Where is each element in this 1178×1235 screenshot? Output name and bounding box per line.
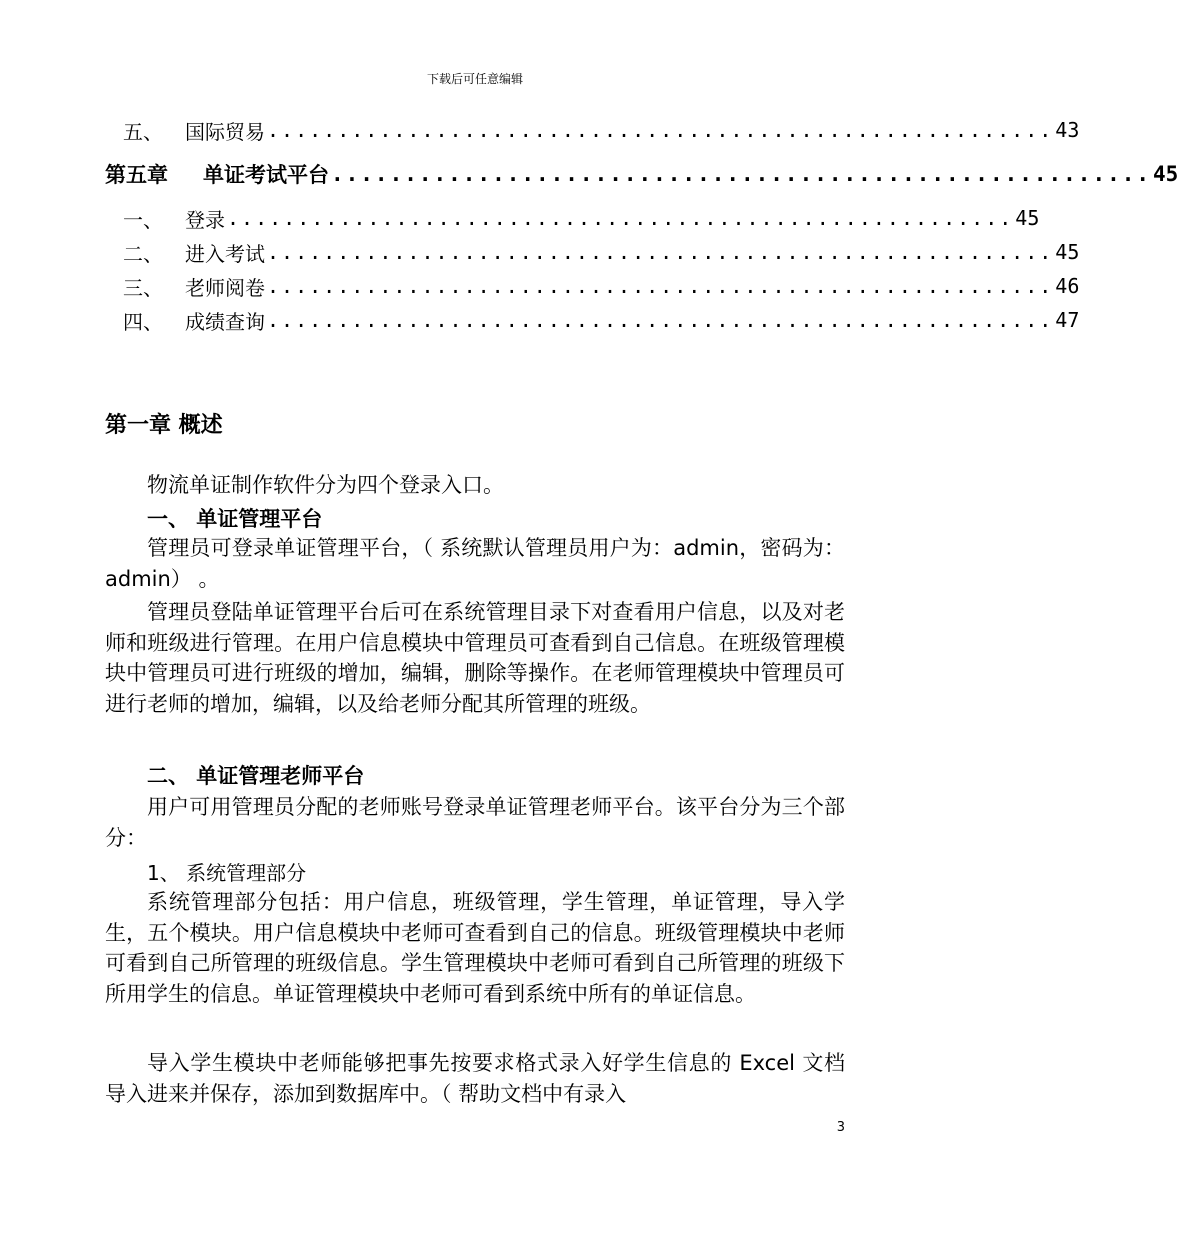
toc-page: 45 [1015,206,1040,230]
page-header: 下载后可任意编辑 [426,72,523,86]
toc-page: 43 [1055,118,1080,142]
toc-page: 45 [1153,162,1178,186]
toc-number: 二、 [123,241,163,266]
paragraph: 物流单证制作软件分为四个登录入口。 [147,473,504,497]
toc-title: 国际贸易 [185,119,265,144]
toc-entry[interactable] [105,203,1040,233]
toc-entry[interactable] [105,305,1080,335]
toc-number: 一、 [123,207,163,232]
toc-number: 三、 [123,275,163,300]
paragraph: 用户可用管理员分配的老师账号登录单证管理老师平台。该平台分为三个部分： [105,795,845,850]
paragraph: 管理员登陆单证管理平台后可在系统管理目录下对查看用户信息，以及对老师和班级进行管理。在用户信息模块中管理员可查看到自己信息。在班级管理模块中管理员可进行班级的增加，编辑，删除等操作。在老师管理模块中管理员可进行老师的增加，编辑，以及给老师分配其所管理的班级。 [105,600,845,716]
paragraph: 导入学生模块中老师能够把事先按要求格式录入好学生信息的 Excel 文档导入进来并保存，添加到数据库中。（ 帮助文档中有录入 [105,1051,845,1106]
section-heading: 一、 单证管理平台 [147,507,323,531]
toc-entry[interactable] [105,271,1080,301]
toc-number: 五、 [123,119,163,144]
toc-leader: ........................................................ [267,274,1054,298]
toc-entry-chapter[interactable] [105,159,1178,189]
toc-leader: ........................................................ [227,206,1014,230]
section-heading: 二、 单证管理老师平台 [147,764,365,788]
toc-entry[interactable] [105,237,1080,267]
toc-title: 进入考试 [185,241,265,266]
toc-entry[interactable] [105,115,1080,145]
toc-title: 成绩查询 [185,309,265,334]
toc-leader: ........................................................ [267,308,1054,332]
toc-leader: ........................................................ [331,162,1152,186]
paragraph: 系统管理部分包括：用户信息，班级管理，学生管理，单证管理，导入学生，五个模块。用户信息模块中老师可查看到自己的信息。班级管理模块中老师可看到自己所管理的班级信息。学生管理模块中老师可看到自己所管理的班级下所用学生的信息。单证管理模块中老师可看到系统中所有的单证信息。 [105,890,845,1006]
toc-title: 登录 [185,207,225,232]
page-number: 3 [836,1120,845,1135]
toc-number: 第五章 [105,163,168,187]
toc-page: 46 [1055,274,1080,298]
subsection-heading: 1、 系统管理部分 [147,861,307,885]
paragraph: 管理员可登录单证管理平台，（ 系统默认管理员用户为：admin，密码为：admin） 。 [105,536,845,591]
chapter-heading: 第一章 概述 [105,413,223,438]
toc-page: 47 [1055,308,1080,332]
toc-title: 老师阅卷 [185,275,265,300]
toc-leader: ........................................................ [267,240,1054,264]
toc-number: 四、 [123,309,163,334]
toc-page: 45 [1055,240,1080,264]
toc-title: 单证考试平台 [203,163,329,187]
toc-leader: ........................................................ [267,118,1054,142]
